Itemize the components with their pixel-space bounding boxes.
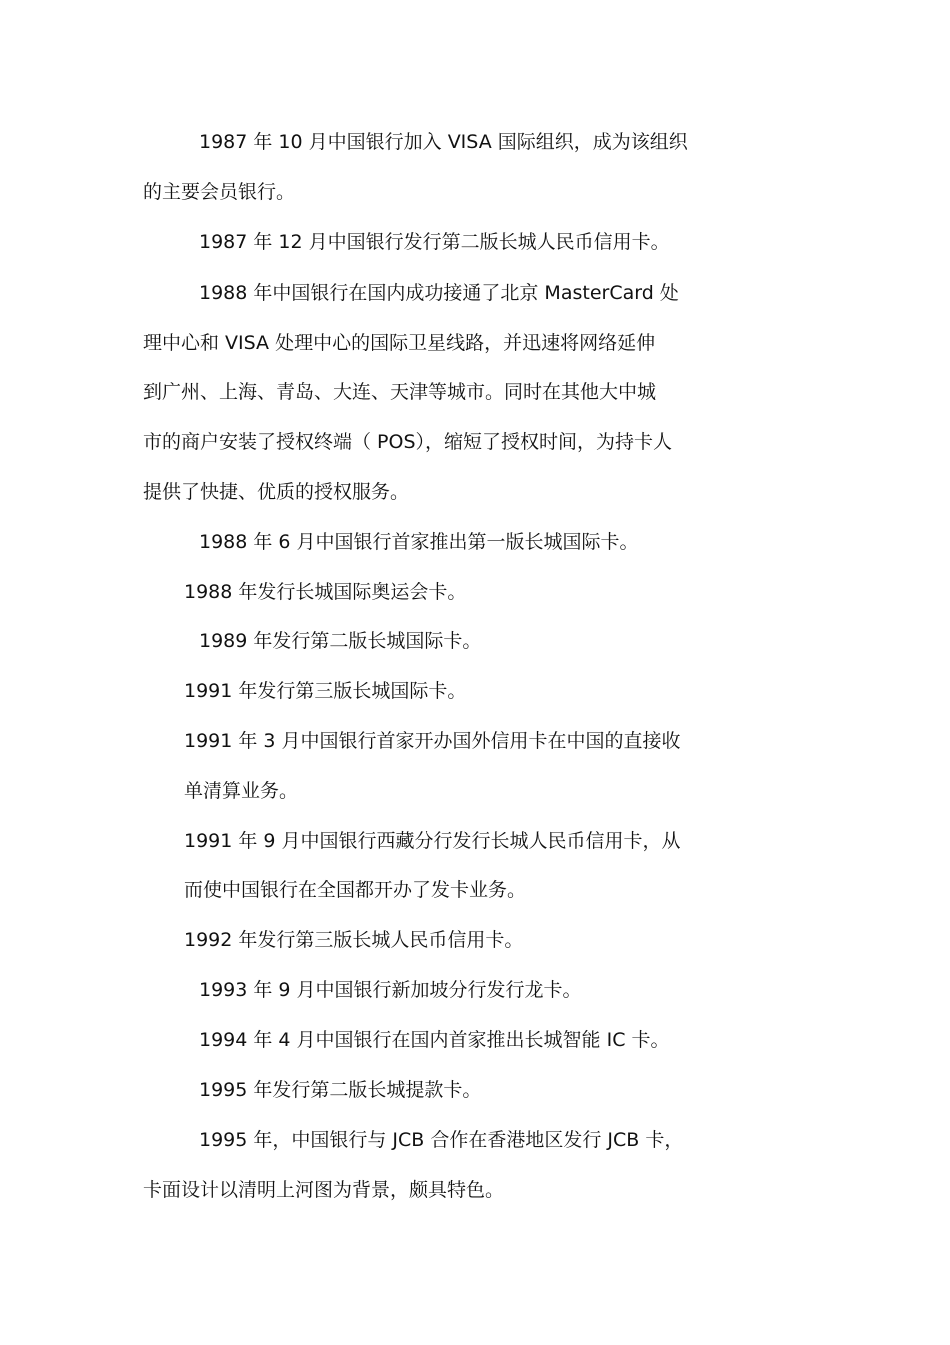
text-line: 1987 年 12 月中国银行发行第二版长城人民币信用卡。 xyxy=(199,231,670,253)
text-line: 1992 年发行第三版长城人民币信用卡。 xyxy=(184,929,524,951)
text-line: 的主要会员银行。 xyxy=(143,181,296,203)
text-line: 1991 年发行第三版长城国际卡。 xyxy=(184,680,467,702)
text-line: 市的商户安装了授权终端（ POS），缩短了授权时间，为持卡人 xyxy=(143,431,673,453)
text-line: 到广州、上海、青岛、大连、天津等城市。同时在其他大中城 xyxy=(143,381,657,403)
text-line: 1987 年 10 月中国银行加入 VISA 国际组织，成为该组织 xyxy=(199,131,688,153)
text-line: 1995 年发行第二版长城提款卡。 xyxy=(199,1079,482,1101)
text-line: 1988 年 6 月中国银行首家推出第一版长城国际卡。 xyxy=(199,531,639,553)
text-line: 1993 年 9 月中国银行新加坡分行发行龙卡。 xyxy=(199,979,582,1001)
text-line: 单清算业务。 xyxy=(184,780,299,802)
text-line: 1994 年 4 月中国银行在国内首家推出长城智能 IC 卡。 xyxy=(199,1029,670,1051)
text-line: 1995 年，中国银行与 JCB 合作在香港地区发行 JCB 卡， xyxy=(199,1129,684,1151)
text-line: 卡面设计以清明上河图为背景，颇具特色。 xyxy=(143,1179,505,1201)
text-line: 1991 年 3 月中国银行首家开办国外信用卡在中国的直接收 xyxy=(184,730,681,752)
text-line: 1991 年 9 月中国银行西藏分行发行长城人民币信用卡，从 xyxy=(184,830,681,852)
text-line: 而使中国银行在全国都开办了发卡业务。 xyxy=(184,879,527,901)
text-line: 提供了快捷、优质的授权服务。 xyxy=(143,481,410,503)
text-line: 1988 年发行长城国际奥运会卡。 xyxy=(184,581,467,603)
text-line: 1989 年发行第二版长城国际卡。 xyxy=(199,630,482,652)
text-line: 理中心和 VISA 处理中心的国际卫星线路，并迅速将网络延伸 xyxy=(143,332,656,354)
text-line: 1988 年中国银行在国内成功接通了北京 MasterCard 处 xyxy=(199,282,679,304)
